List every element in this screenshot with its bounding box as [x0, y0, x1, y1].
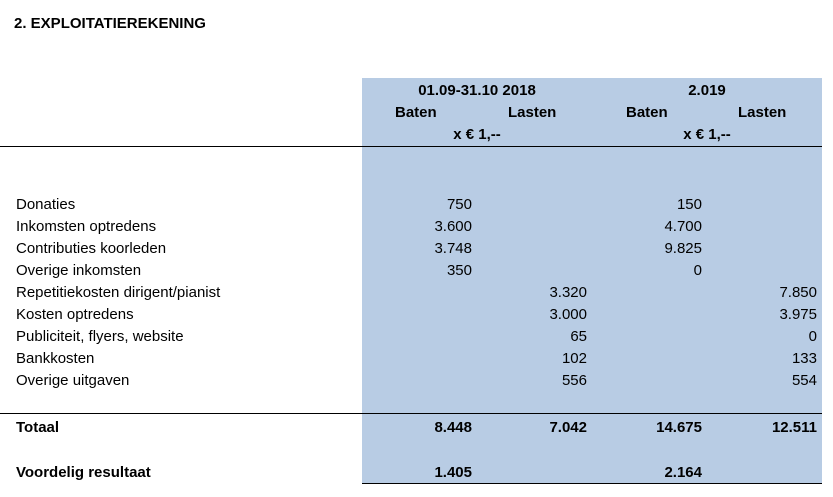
- baten-2018-value: 3.600: [434, 218, 472, 235]
- row-label: Overige inkomsten: [16, 262, 142, 279]
- row-label: Bankkosten: [16, 350, 95, 367]
- result-2018-value: 1.405: [434, 464, 472, 481]
- baten-2018-value: 750: [446, 196, 472, 213]
- baten-2019-value: 0: [693, 262, 702, 279]
- document-title: 2. EXPLOITATIEREKENING: [14, 15, 206, 32]
- result-2019-value: 2.164: [664, 464, 702, 481]
- totals-baten-2018: 8.448: [434, 419, 472, 436]
- lasten-2019-value: 133: [791, 350, 817, 367]
- lasten-header-2018: Lasten: [508, 104, 557, 121]
- lasten-2019-value: 0: [808, 328, 817, 345]
- row-label: Overige uitgaven: [16, 372, 130, 389]
- baten-2019-value: 9.825: [664, 240, 702, 257]
- unit-label-2018: x € 1,--: [453, 126, 501, 143]
- row-label: Repetitiekosten dirigent/pianist: [16, 284, 221, 301]
- totals-baten-2019: 14.675: [656, 419, 702, 436]
- totals-divider: [0, 413, 822, 414]
- lasten-2019-value: 7.850: [779, 284, 817, 301]
- lasten-2019-value: 3.975: [779, 306, 817, 323]
- baten-2018-value: 3.748: [434, 240, 472, 257]
- bottom-border: [362, 483, 822, 484]
- baten-2019-value: 150: [676, 196, 702, 213]
- totals-label: Totaal: [16, 419, 60, 436]
- baten-header-2019: Baten: [626, 104, 668, 121]
- baten-header-2018: Baten: [395, 104, 437, 121]
- lasten-2018-value: 3.000: [549, 306, 587, 323]
- baten-2019-value: 4.700: [664, 218, 702, 235]
- lasten-header-2019: Lasten: [738, 104, 787, 121]
- row-label: Publiciteit, flyers, website: [16, 328, 184, 345]
- lasten-2018-value: 556: [561, 372, 587, 389]
- result-label: Voordelig resultaat: [16, 464, 151, 481]
- totals-lasten-2018: 7.042: [549, 419, 587, 436]
- row-label: Donaties: [16, 196, 76, 213]
- totals-lasten-2019: 12.511: [771, 419, 817, 436]
- unit-label-2019: x € 1,--: [683, 126, 731, 143]
- row-label: Contributies koorleden: [16, 240, 167, 257]
- lasten-2018-value: 3.320: [549, 284, 587, 301]
- header-divider: [0, 146, 822, 147]
- baten-2018-value: 350: [446, 262, 472, 279]
- row-label: Inkomsten optredens: [16, 218, 157, 235]
- period-2018-header: 01.09-31.10 2018: [418, 82, 536, 99]
- lasten-2018-value: 102: [561, 350, 587, 367]
- period-2019-header: 2.019: [688, 82, 726, 99]
- lasten-2018-value: 65: [570, 328, 587, 345]
- lasten-2019-value: 554: [791, 372, 817, 389]
- row-label: Kosten optredens: [16, 306, 134, 323]
